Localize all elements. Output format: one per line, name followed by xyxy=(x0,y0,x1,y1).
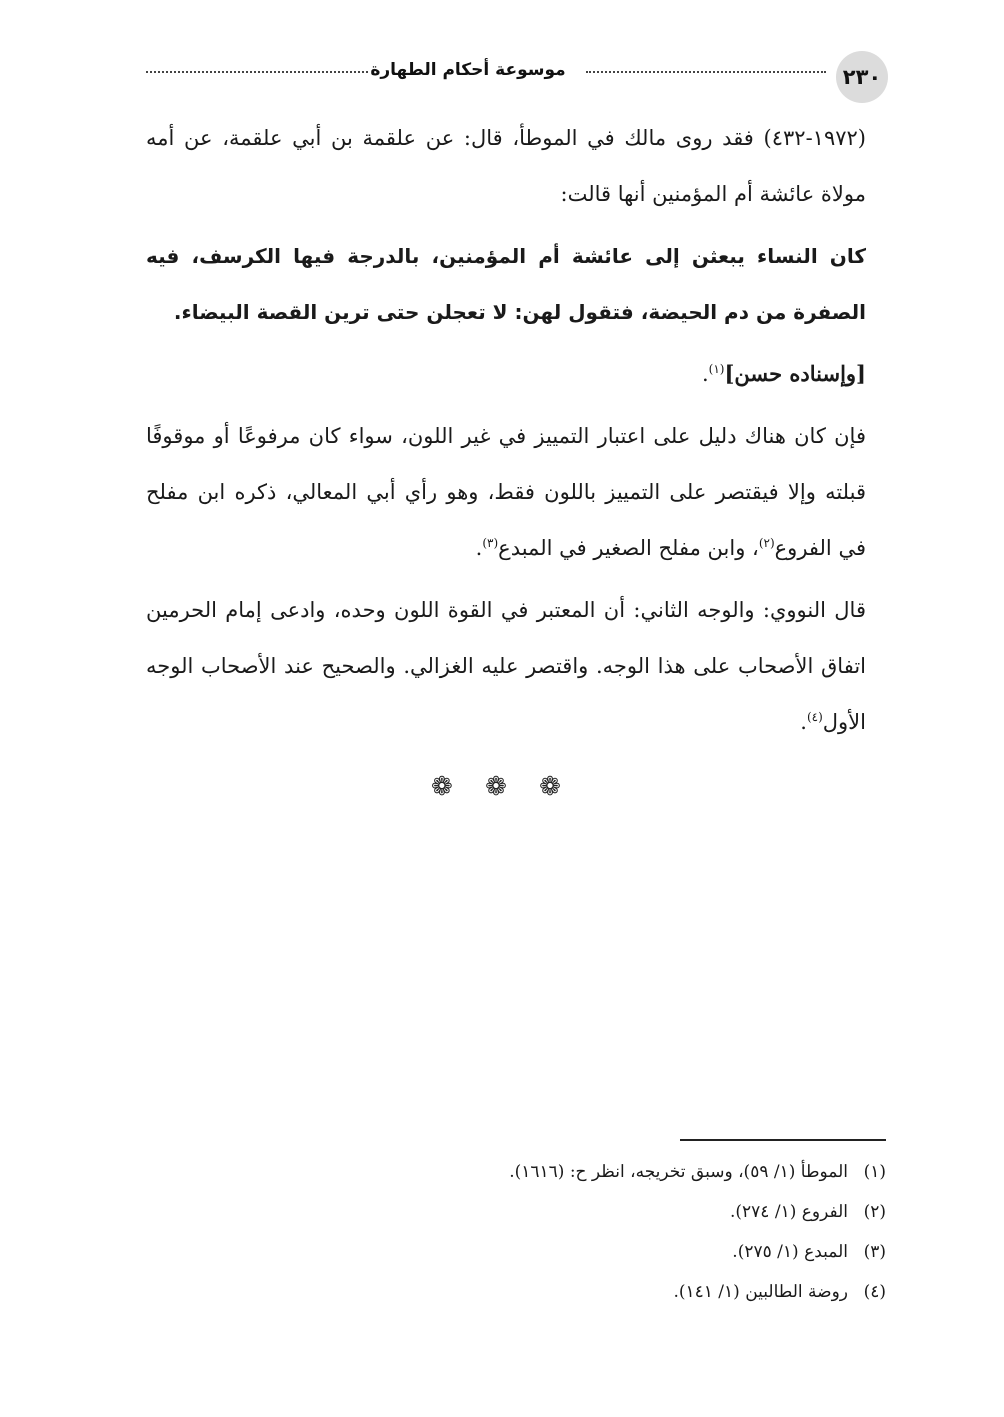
footnote-marker-1[interactable]: (١) xyxy=(708,362,725,376)
footnote-separator xyxy=(680,1139,886,1141)
footnote-number: (٣) xyxy=(863,1242,886,1262)
footnote-text: الفروع (١/ ٢٧٤). xyxy=(729,1202,848,1222)
footnote-item xyxy=(146,1232,886,1272)
footnote-item xyxy=(146,1272,886,1312)
header-dotted-rule-left xyxy=(146,71,368,73)
main-text xyxy=(146,110,888,756)
footnote-text: روضة الطالبين (١/ ١٤١). xyxy=(673,1282,848,1302)
footnote-item xyxy=(146,1192,886,1232)
hadith-quote: كان النساء يبعثن إلى عائشة أم المؤمنين، بالدرجة فيها الكرسف، فيه الصفرة من دم الحيضة، فتقول لهن: لا تعجلن حتى ترين القصة البيضاء. xyxy=(146,244,866,324)
header-dotted-rule-right xyxy=(586,71,826,73)
paragraph-4-end: . xyxy=(475,536,483,560)
isnad-grading xyxy=(146,346,888,402)
footnote-number: (١) xyxy=(863,1162,886,1182)
section-divider-ornament: ❁ ❁ ❁ xyxy=(431,772,573,802)
running-title: موسوعة أحكام الطهارة xyxy=(370,60,566,80)
page-number-badge: ٢٣٠ xyxy=(836,51,888,103)
footnote-marker-2[interactable]: (٢) xyxy=(758,536,775,550)
footnote-text: الموطأ (١/ ٥٩)، وسبق تخريجه، انظر ح: (١٦١٦). xyxy=(509,1162,848,1182)
footnotes xyxy=(146,1152,886,1312)
paragraph-5-end: . xyxy=(800,710,807,734)
paragraph-1: (١٩٧٢-٤٣٢) فقد روى مالك في الموطأ، قال: عن علقمة بن أبي علقمة، عن أمه مولاة عائشة أم المؤمنين أنها قالت: xyxy=(146,126,866,206)
paragraph-4 xyxy=(146,408,888,576)
paragraph-4-middle: ، وابن مفلح الصغير في المبدع xyxy=(498,536,759,560)
footnote-marker-3[interactable]: (٣) xyxy=(482,536,499,550)
footnote-number: (٤) xyxy=(863,1282,886,1302)
page-header xyxy=(146,44,888,104)
footnote-marker-4[interactable]: (٤) xyxy=(806,710,823,724)
footnote-text: المبدع (١/ ٢٧٥). xyxy=(732,1242,848,1262)
isnad-grading-text: [وإسناده حسن] xyxy=(724,361,866,386)
isnad-grading-end: . xyxy=(701,362,709,386)
footnote-item xyxy=(146,1152,886,1192)
paragraph-5 xyxy=(146,582,888,750)
paragraph-4-text: فإن كان هناك دليل على اعتبار التمييز في غير اللون، سواء كان مرفوعًا أو موقوفًا قبلته وإلا فيقتصر على التمييز باللون فقط، وهو رأي أبي المعالي، ذكره ابن مفلح في الفروع xyxy=(146,424,866,560)
footnote-number: (٢) xyxy=(863,1202,886,1222)
paragraph-5-text: قال النووي: والوجه الثاني: أن المعتبر في القوة اللون وحده، وادعى إمام الحرمين اتفاق الأصحاب على هذا الوجه. واقتصر عليه الغزالي. والصحيح عند الأصحاب الوجه الأول xyxy=(146,598,866,734)
